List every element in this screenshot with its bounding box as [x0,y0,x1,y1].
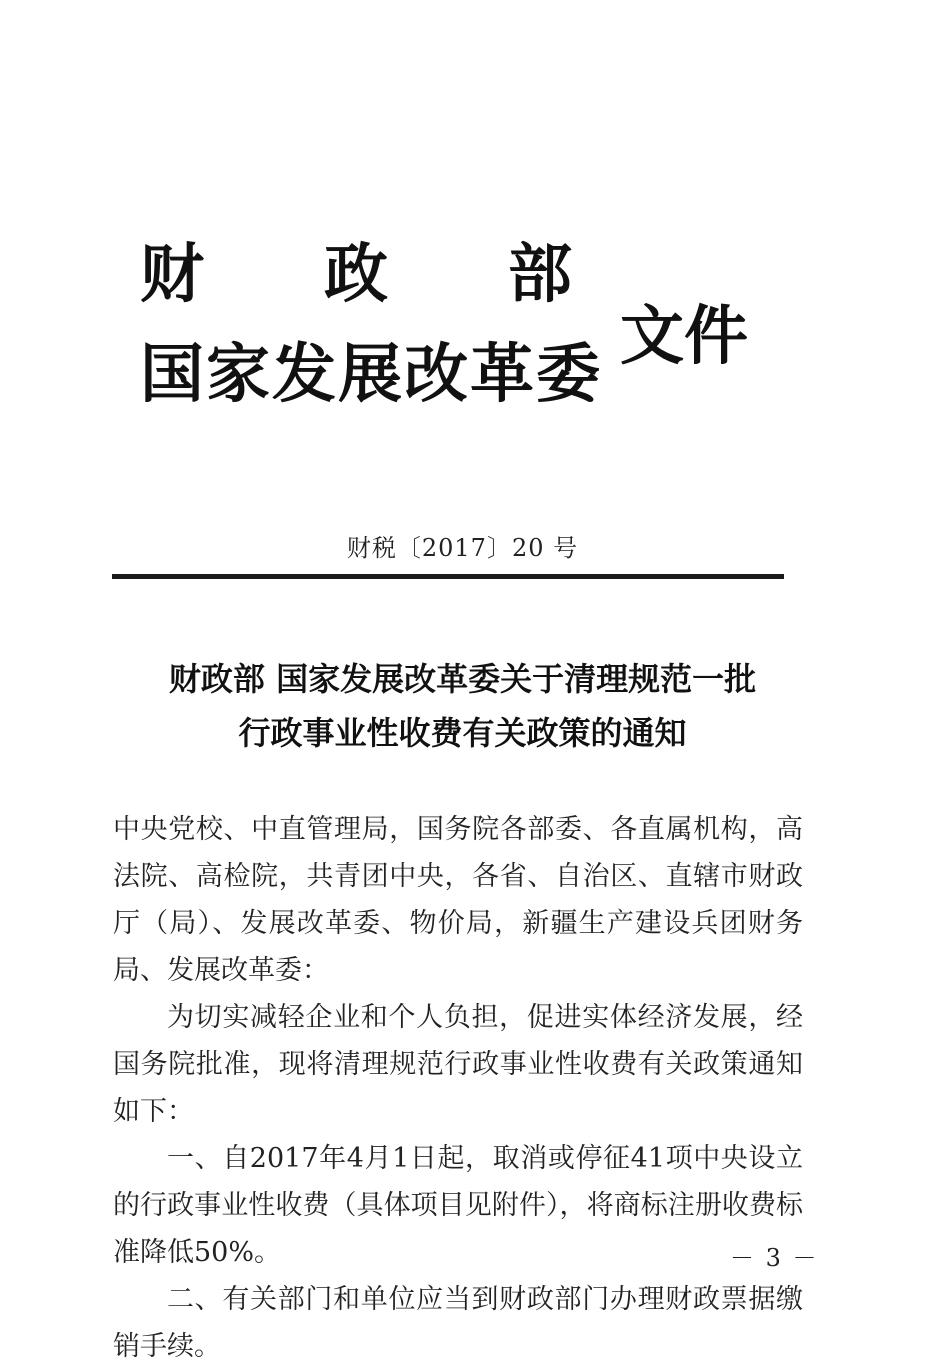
addressees-paragraph: 中央党校、中直管理局，国务院各部委、各直属机构，高法院、高检院，共青团中央，各省、自治区、直辖市财政厅（局）、发展改革委、物价局，新疆生产建设兵团财务局、发展改革委： [113,814,803,986]
title-line-2: 行政事业性收费有关政策的通知 [238,714,687,752]
document-title [0,652,925,760]
document-body [113,806,803,1370]
document-number: 财税〔2017〕20 号 [346,534,579,562]
document-header [140,235,780,435]
body-paragraph: 为切实减轻企业和个人负担，促进实体经济发展，经国务院批准，现将清理规范行政事业性收费有关政策通知如下： [113,1002,803,1127]
document-type-label: 文件 [620,299,748,374]
issuer-ndrc: 国家发展改革委 [140,337,602,412]
issuer-ministry-of-finance: 财政部 [140,237,692,312]
title-line-1: 财政部 国家发展改革委关于清理规范一批 [168,660,757,698]
body-paragraph: 一、自2017年4月1日起，取消或停征41项中央设立的行政事业性收费（具体项目见附件），将商标注册收费标准降低50%。 [113,1143,803,1268]
page-number: － 3 － [730,1244,819,1272]
body-paragraph: 二、有关部门和单位应当到财政部门办理财政票据缴销手续。 [113,1284,803,1362]
header-divider [112,574,784,579]
